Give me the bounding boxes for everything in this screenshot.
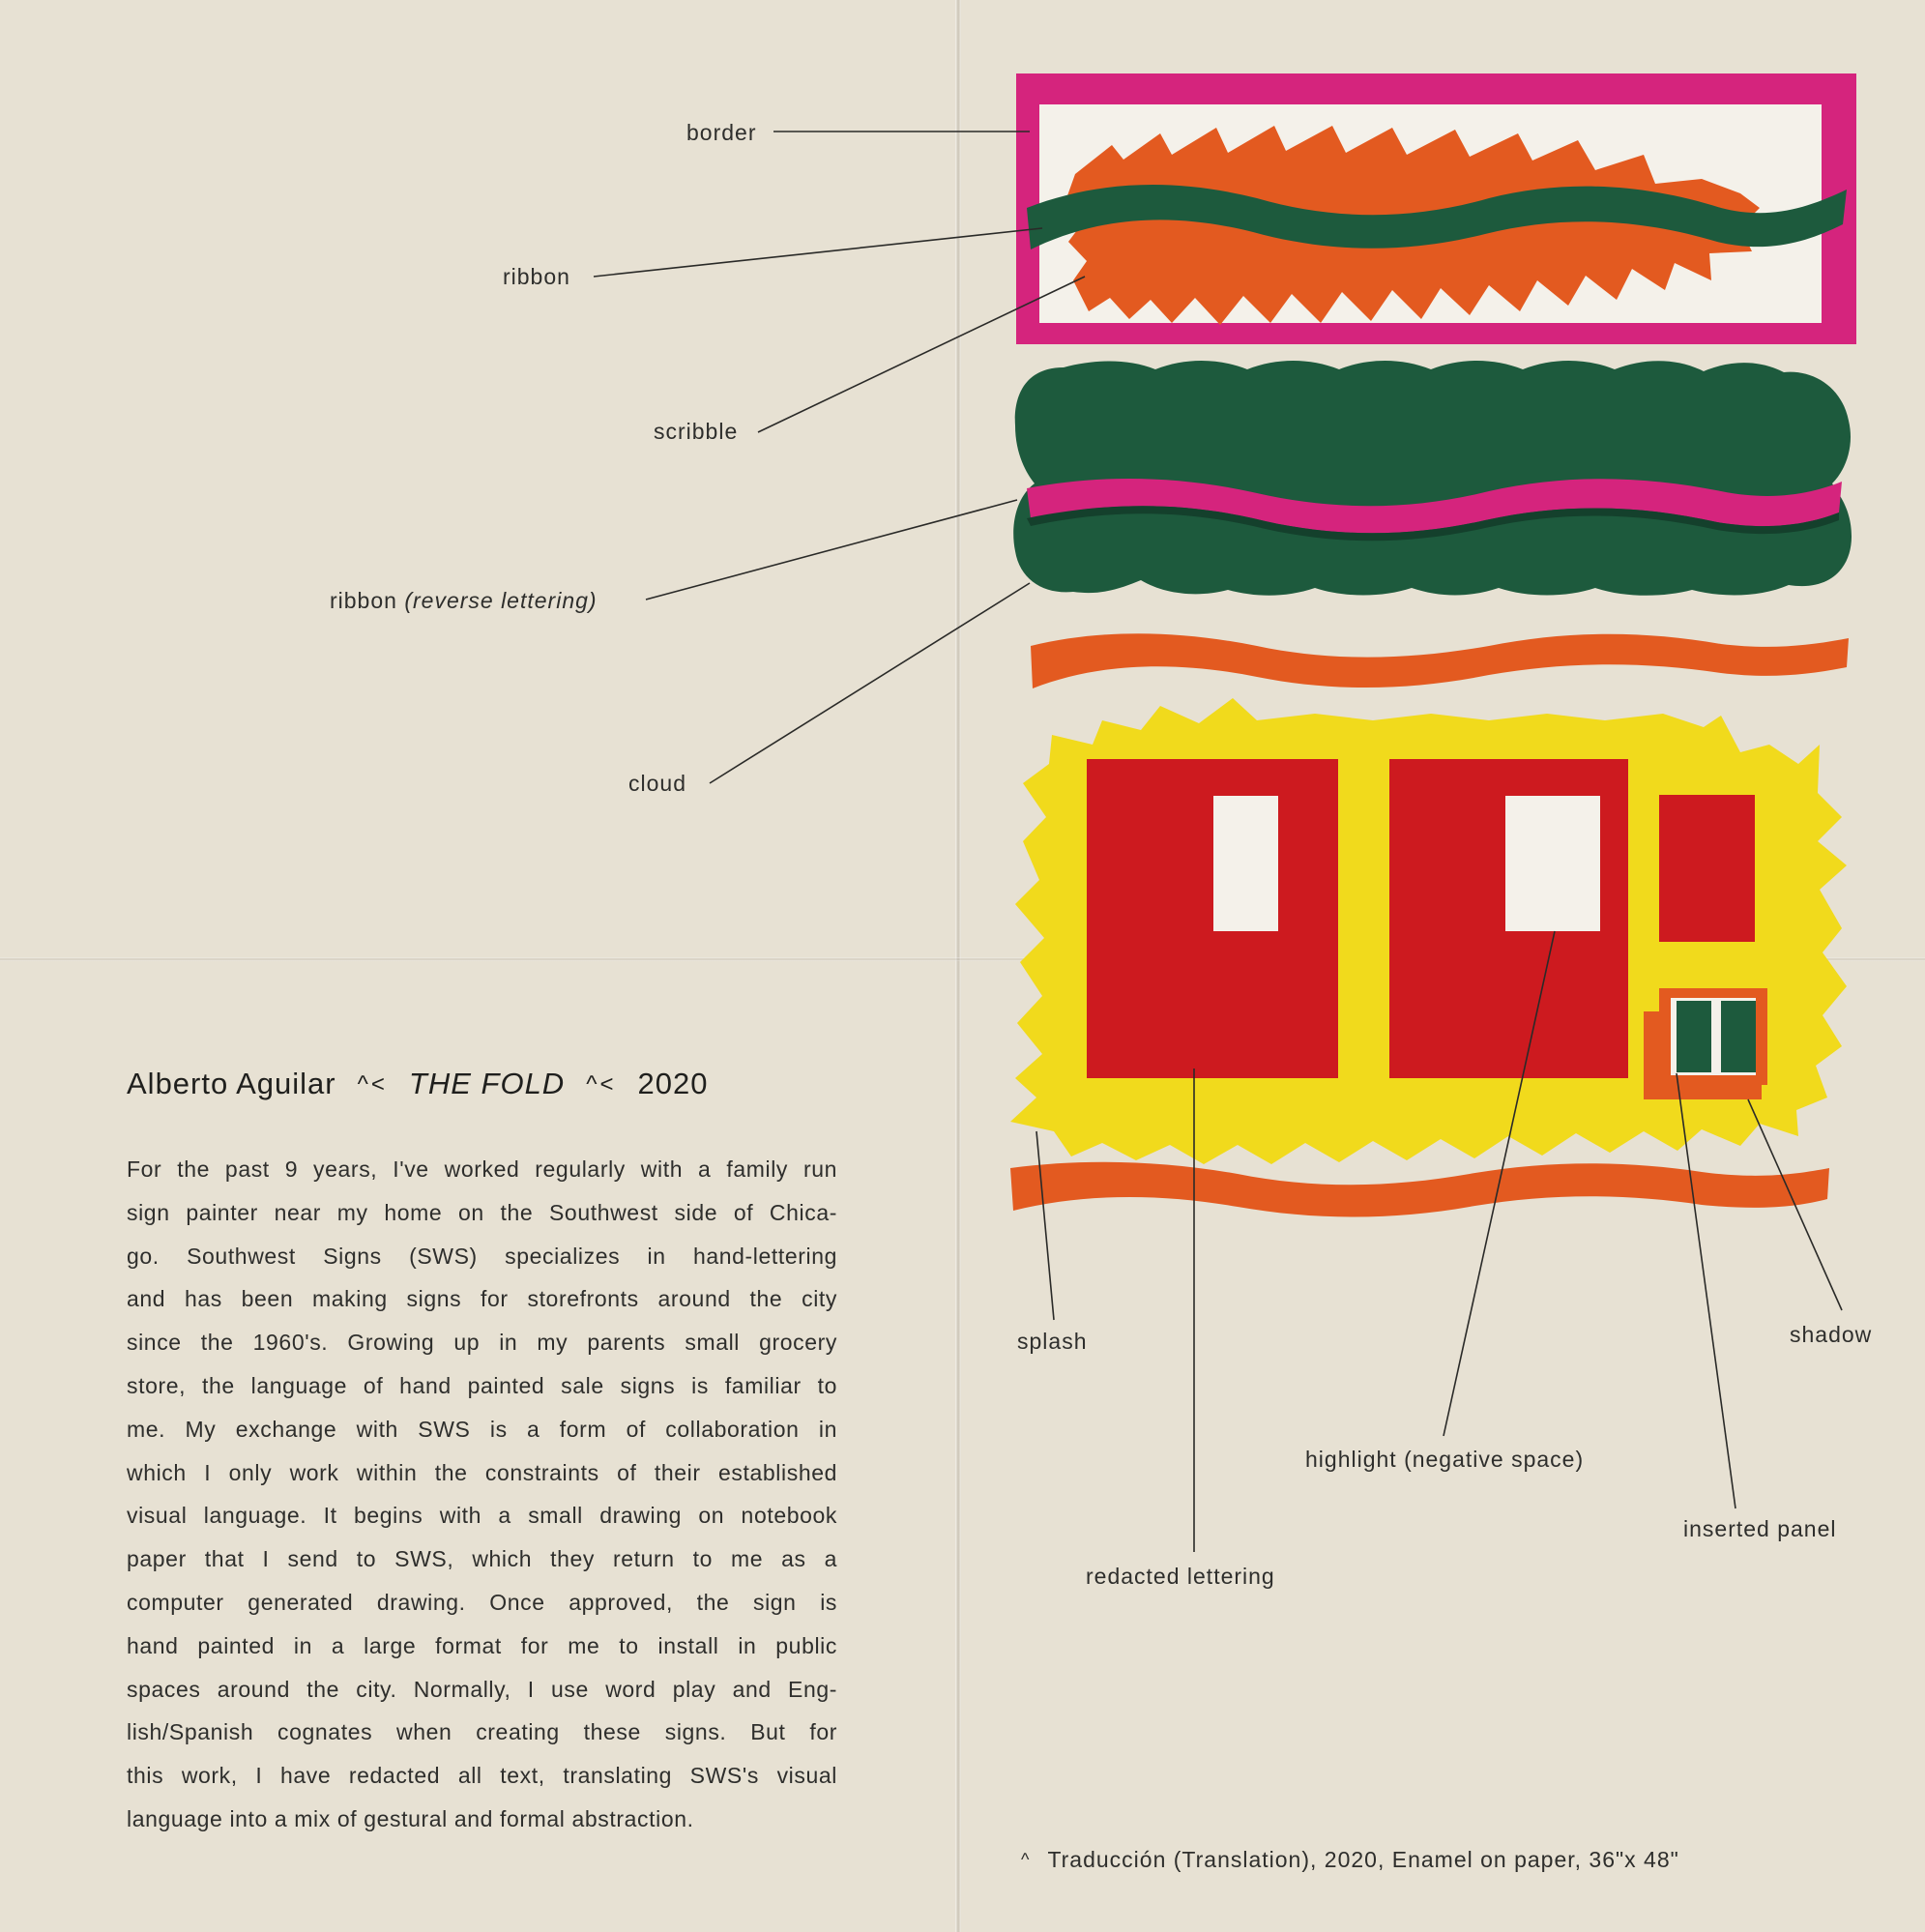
label-cloud: cloud xyxy=(628,771,686,796)
inserted-panel-right xyxy=(1721,1001,1756,1072)
sign-panel-top xyxy=(1016,73,1856,344)
leader-ribbon xyxy=(594,228,1042,277)
orange-wave-upper xyxy=(1031,633,1849,688)
label-scribble: scribble xyxy=(654,419,739,444)
separator-mark: ^< xyxy=(586,1071,617,1098)
statement-line: since the 1960's. Growing up in my parents small grocery xyxy=(127,1330,837,1356)
leader-ribbon-reverse xyxy=(646,500,1017,600)
artist-name: Alberto Aguilar xyxy=(127,1067,336,1100)
label-ribbon: ribbon xyxy=(503,264,570,289)
inserted-panel-left xyxy=(1677,1001,1711,1072)
caption-text: Traducción (Translation), 2020, Enamel on paper, 36"x 48" xyxy=(1047,1847,1679,1872)
statement-line: visual language. It begins with a small drawing on notebook xyxy=(127,1503,837,1529)
leader-cloud xyxy=(710,583,1030,783)
redacted-block-1 xyxy=(1087,759,1338,1078)
statement-line: go. Southwest Signs (SWS) specializes in hand-lettering xyxy=(127,1243,837,1269)
statement-line: which I only work within the constraints of their established xyxy=(127,1459,837,1485)
label-ribbon-reverse-main: ribbon xyxy=(330,588,397,613)
artwork-caption xyxy=(1021,1847,1679,1873)
label-shadow: shadow xyxy=(1790,1322,1873,1347)
highlight-window-2 xyxy=(1505,796,1600,931)
artist-statement xyxy=(127,1148,837,1841)
label-splash: splash xyxy=(1017,1329,1088,1354)
caret-mark: ^ xyxy=(1021,1850,1031,1869)
year: 2020 xyxy=(637,1067,709,1100)
label-inserted-panel: inserted panel xyxy=(1683,1516,1837,1541)
highlight-window-1 xyxy=(1213,796,1278,931)
leaflet-header xyxy=(127,1067,708,1101)
statement-line: For the past 9 years, I've worked regularly with a family run xyxy=(127,1156,837,1182)
label-redacted-lettering: redacted lettering xyxy=(1086,1564,1275,1589)
sign-panel-splash xyxy=(1010,698,1847,1164)
statement-line: paper that I send to SWS, which they return to me as a xyxy=(127,1546,837,1572)
statement-line: me. My exchange with SWS is a form of collaboration in xyxy=(127,1416,837,1442)
label-highlight: highlight (negative space) xyxy=(1305,1447,1585,1472)
work-title: THE FOLD xyxy=(408,1067,566,1100)
orange-wave-lower xyxy=(1010,1162,1829,1217)
leader-splash xyxy=(1036,1131,1054,1320)
statement-line: language into a mix of gestural and formal abstraction. xyxy=(127,1805,694,1831)
statement-line: store, the language of hand painted sale signs is familiar to xyxy=(127,1372,837,1398)
label-ribbon-reverse-note: (reverse lettering) xyxy=(404,588,598,613)
statement-line: sign painter near my home on the Southwest side of Chica- xyxy=(127,1199,837,1225)
statement-line: lish/Spanish cognates when creating these signs. But for xyxy=(127,1719,837,1745)
redacted-block-3 xyxy=(1659,795,1755,942)
statement-line: spaces around the city. Normally, I use word play and Eng- xyxy=(127,1676,837,1702)
label-border: border xyxy=(686,120,757,145)
label-ribbon-reverse xyxy=(330,588,598,614)
sign-panel-cloud xyxy=(1013,361,1852,596)
statement-line: and has been making signs for storefronts around the city xyxy=(127,1286,837,1312)
cloud-shape xyxy=(1013,361,1852,596)
statement-line: hand painted in a large format for me to install in public xyxy=(127,1632,837,1658)
separator-mark: ^< xyxy=(357,1071,388,1098)
statement-line: this work, I have redacted all text, translating SWS's visual xyxy=(127,1763,837,1789)
statement-line: computer generated drawing. Once approved, the sign is xyxy=(127,1589,837,1615)
